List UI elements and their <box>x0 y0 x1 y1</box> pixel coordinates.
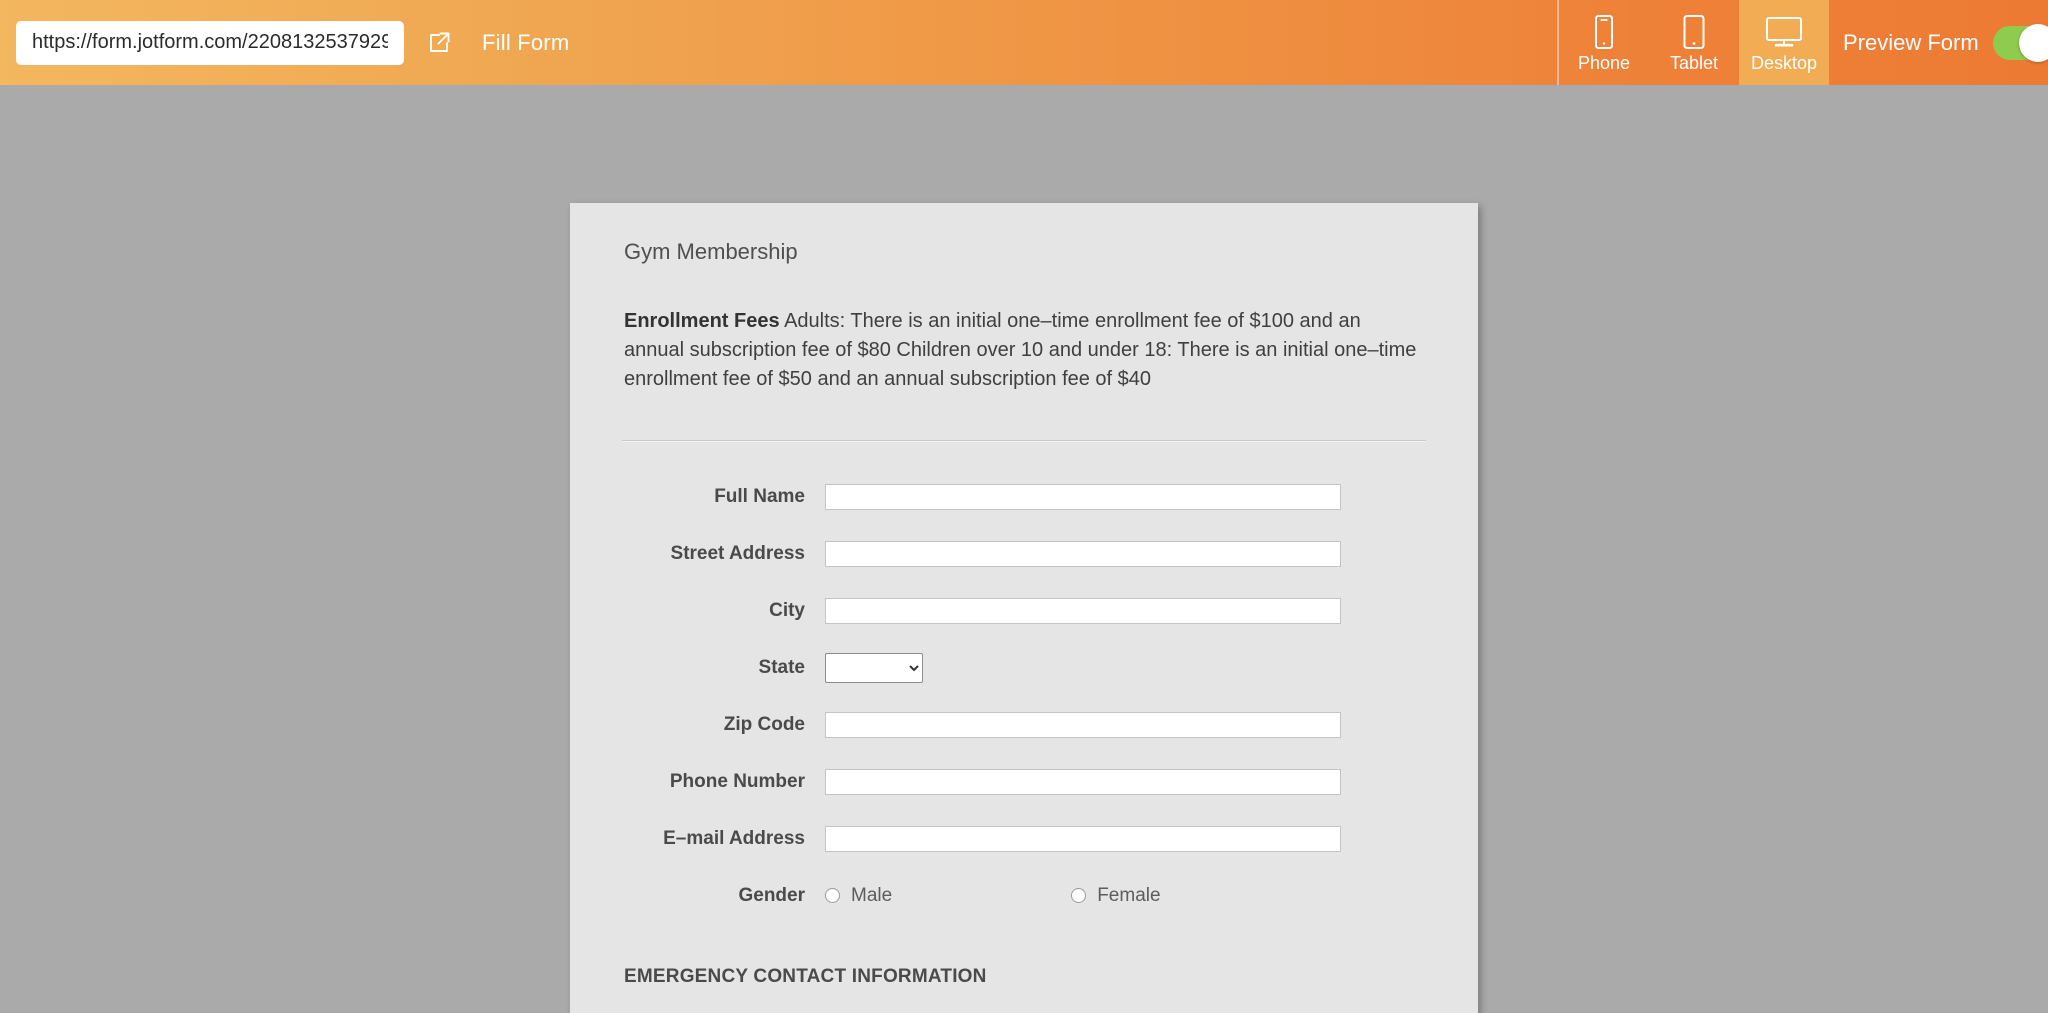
external-link-icon[interactable] <box>422 26 456 60</box>
email-address-input[interactable] <box>825 826 1341 852</box>
field-label-full-name: Full Name <box>714 485 805 507</box>
fill-form-button[interactable]: Fill Form <box>482 29 570 55</box>
radio-icon-female[interactable] <box>1071 888 1086 903</box>
preview-stage <box>0 85 2048 1013</box>
form-url-field-wrapper <box>16 21 404 65</box>
field-row-city <box>622 582 1426 639</box>
gender-option-male-label: Male <box>851 884 893 906</box>
field-row-street-address <box>622 525 1426 582</box>
gender-radio-group <box>825 885 1341 907</box>
device-tab-tablet-label: Tablet <box>1669 52 1719 73</box>
radio-icon-male[interactable] <box>825 888 840 903</box>
emergency-contact-heading: EMERGENCY CONTACT INFORMATION <box>624 966 987 987</box>
device-tab-desktop[interactable] <box>1739 0 1829 85</box>
field-row-email-address <box>622 810 1426 867</box>
phone-icon <box>1592 14 1616 50</box>
form-url-input[interactable] <box>16 21 404 65</box>
field-row-zip-code <box>622 696 1426 753</box>
preview-form-control <box>1843 0 2048 85</box>
gender-option-male[interactable] <box>825 885 892 907</box>
enrollment-fees-label: Enrollment Fees <box>624 310 780 332</box>
device-tab-tablet[interactable] <box>1649 0 1739 85</box>
gender-option-female-label: Female <box>1097 884 1161 906</box>
device-tab-phone-label: Phone <box>1577 52 1631 73</box>
field-row-full-name <box>622 468 1426 525</box>
field-row-state <box>622 639 1426 696</box>
toggle-knob <box>2019 24 2048 62</box>
enrollment-fees-body: Adults: There is an initial one–time enrollment fee of $100 and an annual subscription fee of $80 Children over 10 and under 18: There is an initial one–time enrollment fee of $50 and an annual subscription fee of $40 <box>624 310 1417 390</box>
field-label-gender: Gender <box>738 884 805 906</box>
field-label-street-address: Street Address <box>670 542 805 564</box>
desktop-monitor-icon <box>1765 14 1803 50</box>
field-label-zip-code: Zip Code <box>723 713 805 735</box>
tablet-icon <box>1681 14 1707 50</box>
device-tab-desktop-label: Desktop <box>1750 52 1818 73</box>
preview-form-label: Preview Form <box>1843 29 1979 55</box>
form-card <box>570 203 1478 1013</box>
zip-code-input[interactable] <box>825 712 1341 738</box>
form-fields <box>622 468 1426 924</box>
state-select[interactable] <box>825 653 923 683</box>
form-title: Gym Membership <box>624 239 798 264</box>
device-tab-phone[interactable] <box>1559 0 1649 85</box>
top-toolbar <box>0 0 2048 85</box>
gender-option-female[interactable] <box>1071 885 1160 907</box>
field-row-phone-number <box>622 753 1426 810</box>
enrollment-fees-text <box>622 307 1426 394</box>
city-input[interactable] <box>825 598 1341 624</box>
phone-number-input[interactable] <box>825 769 1341 795</box>
street-address-input[interactable] <box>825 541 1341 567</box>
field-row-gender <box>622 867 1426 924</box>
device-preview-switcher <box>1557 0 1829 85</box>
field-label-state: State <box>758 656 805 678</box>
field-label-email-address: E–mail Address <box>663 827 805 849</box>
field-label-city: City <box>769 599 805 621</box>
preview-form-toggle[interactable] <box>1993 26 2048 60</box>
field-label-phone-number: Phone Number <box>669 770 805 792</box>
section-divider <box>622 440 1426 442</box>
full-name-input[interactable] <box>825 484 1341 510</box>
